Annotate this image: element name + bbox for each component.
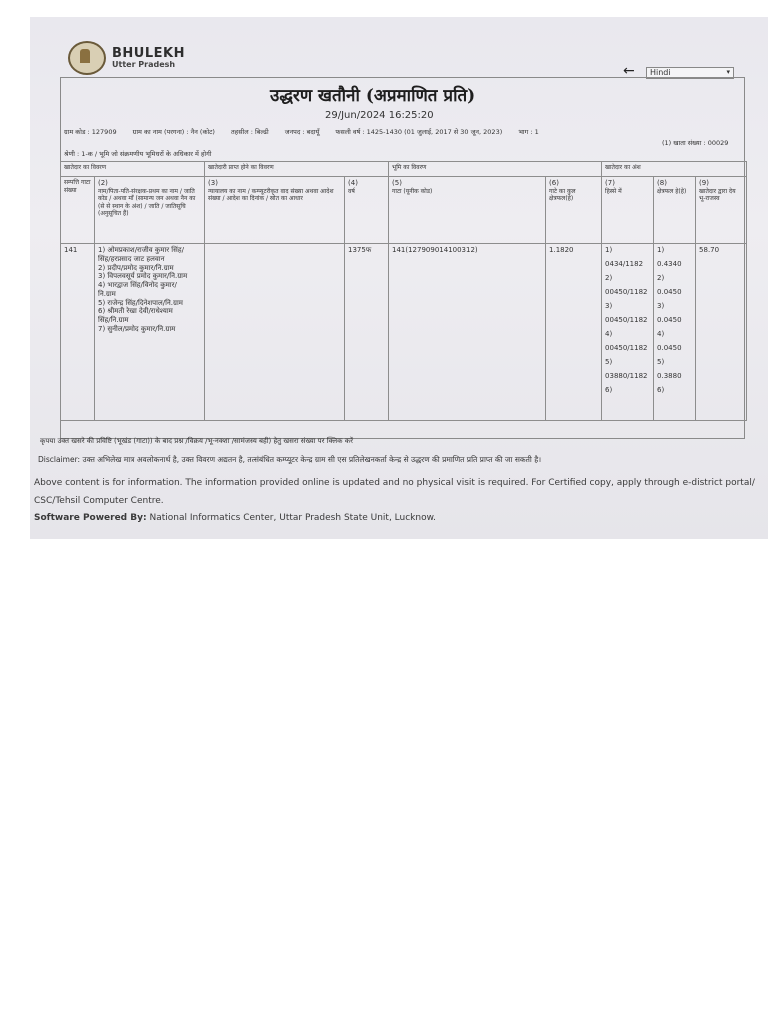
column-header: सम्पत्ति गाटा संख्या <box>61 177 95 244</box>
column-header: (7) हिस्से में <box>602 177 654 244</box>
village-name: ग्राम का नाम (परगना) : नैन (कोट) <box>132 128 215 136</box>
group-header-acquisition: खातेदारी प्राप्त होने का विवरण <box>205 162 389 177</box>
part: भाग : 1 <box>518 128 539 136</box>
group-header-land: भूमि का विवरण <box>389 162 602 177</box>
revenue-cell: 58.70 <box>696 244 747 421</box>
owner-line: सिंह/हरप्रसाद जाट हलवान <box>98 254 165 263</box>
meta-line <box>64 127 754 136</box>
powered-by <box>34 513 436 523</box>
area-cell: 1.1820 <box>546 244 602 421</box>
district: जनपद : बदायूँ <box>284 128 320 136</box>
disclaimer-label: Disclaimer: <box>38 455 81 464</box>
disclaimer <box>38 455 541 465</box>
column-header: (3) न्यायालय का नाम / कम्प्यूटरीकृत वाद संख्या अथवा आदेश संख्या / आदेश का दिनांक / स्रोत का आधार <box>205 177 345 244</box>
owners-cell <box>95 244 205 421</box>
disclaimer-text: उक्त अभिलेख मात्र अवलोकनार्थ है, उक्त विवरण अद्यतन है, तत्संबंधित कम्प्यूटर केन्द्र ग्राम सी एस प्रतिलेखनकर्ता केन्द्र से उद्धरण की प्रमाणित प्रति प्राप्त की जा सकती है। <box>82 455 542 464</box>
document-photo <box>30 17 768 539</box>
info-text: Above content is for information. The information provided online is updated and no physical visit is required. For Certified copy, apply through e-district portal/ CSC/Tehsil Computer Centre. <box>34 478 755 506</box>
owner-line: सिंह/नि.ग्राम <box>98 316 129 324</box>
powered-text: National Informatics Center, Uttar Pradesh State Unit, Lucknow. <box>149 513 436 523</box>
owner-line: नि.ग्राम <box>98 289 116 298</box>
state-emblem-icon <box>68 41 106 75</box>
column-header: (5) गाटा (यूनीक कोड) <box>389 177 546 244</box>
table-row <box>61 244 747 421</box>
owner-line: 1) ओमप्रकाश/राजीव कुमार सिंह/ <box>98 246 184 254</box>
powered-label: Software Powered By: <box>34 513 147 523</box>
chevron-down-icon: ▾ <box>726 68 730 76</box>
shares-cell: 1) 0434/1182 2) 00450/1182 3) 00450/1182 4) 00450/1182 5) 03880/1182 6) <box>602 244 654 421</box>
owner-line: 4) भारद्वाज सिंह/विनोद कुमार/ <box>98 281 177 289</box>
language-value: Hindi <box>650 68 671 77</box>
brand-name: BHULEKH <box>112 46 185 61</box>
owner-line: 2) प्रदीप/प्रमोद कुमार/नि.ग्राम <box>98 263 174 272</box>
areas-cell: 1) 0.4340 2) 0.0450 3) 0.0450 4) 0.0450 5) 0.3880 6) <box>654 244 696 421</box>
owner-line: 6) श्रीमती रेखा देवी/राधेश्याम <box>98 307 173 316</box>
bhulekh-logo <box>68 41 185 75</box>
year-cell: 1375फ <box>345 244 389 421</box>
owner-line: 3) विपलवसूर्य प्रमोद कुमार/नि.ग्राम <box>98 272 188 281</box>
owner-line: 7) सुनील/प्रमोद कुमार/नि.ग्राम <box>98 324 176 333</box>
village-code: ग्राम कोड : 127909 <box>64 128 117 136</box>
tehsil: तहसील : बिल्ढी <box>231 128 269 136</box>
land-class: श्रेणी : 1-क / भूमि जो संक्रमणीय भूमिधरों के अधिकार में होगी <box>64 150 212 158</box>
page-title: उद्धरण खतौनी (अप्रमाणित प्रति) <box>270 86 476 106</box>
group-header-owner: खातेदार का विवरण <box>61 162 205 177</box>
serial-number: 141 <box>61 244 95 421</box>
column-header: (2) नाम/पिता-पति-संरक्षक-प्रथम का नाम / जाति कोड / अथवा माँ (सामान्य जन अथवा नैन का (से से स्थान के अंश) / जाति / जातिसूचि (अनुसूचित हैं) <box>95 177 205 244</box>
group-header-share: खातेदार का अंश <box>602 162 747 177</box>
column-header: (6) गाटे का कुल क्षेत्रफल(हे) <box>546 177 602 244</box>
khatauni-table <box>60 161 747 421</box>
brand-subtitle: Utter Pradesh <box>112 60 176 69</box>
fasli-year: फसली वर्ष : 1425-1430 (01 जुलाई, 2017 से 30 जून, 2023) <box>335 128 503 136</box>
khata-number: (1) खाता संख्या : 00029 <box>662 139 729 147</box>
column-header: (4) वर्ष <box>345 177 389 244</box>
column-header: (9) खातेदार द्वारा देय भू-राजस्व <box>696 177 747 244</box>
back-arrow-icon[interactable]: ← <box>623 63 635 79</box>
print-datetime: 29/Jun/2024 16:25:20 <box>325 110 434 121</box>
column-header: (8) क्षेत्रफल हे(हे) <box>654 177 696 244</box>
owner-line: 5) राजेन्द्र सिंह/दिनेशपाल/नि.ग्राम <box>98 298 183 307</box>
click-note: कृपया उक्त खसरे की प्रविष्टि (भूखंड (गाटा)) के बाद प्रश्न /विक्रय /भू-नक्शा /सामंजस्य बही) हेतु खसरा संख्या पर क्लिक करें <box>40 437 353 445</box>
gata-link[interactable]: 141(127909014100312) <box>389 244 546 421</box>
court-cell <box>205 244 345 421</box>
